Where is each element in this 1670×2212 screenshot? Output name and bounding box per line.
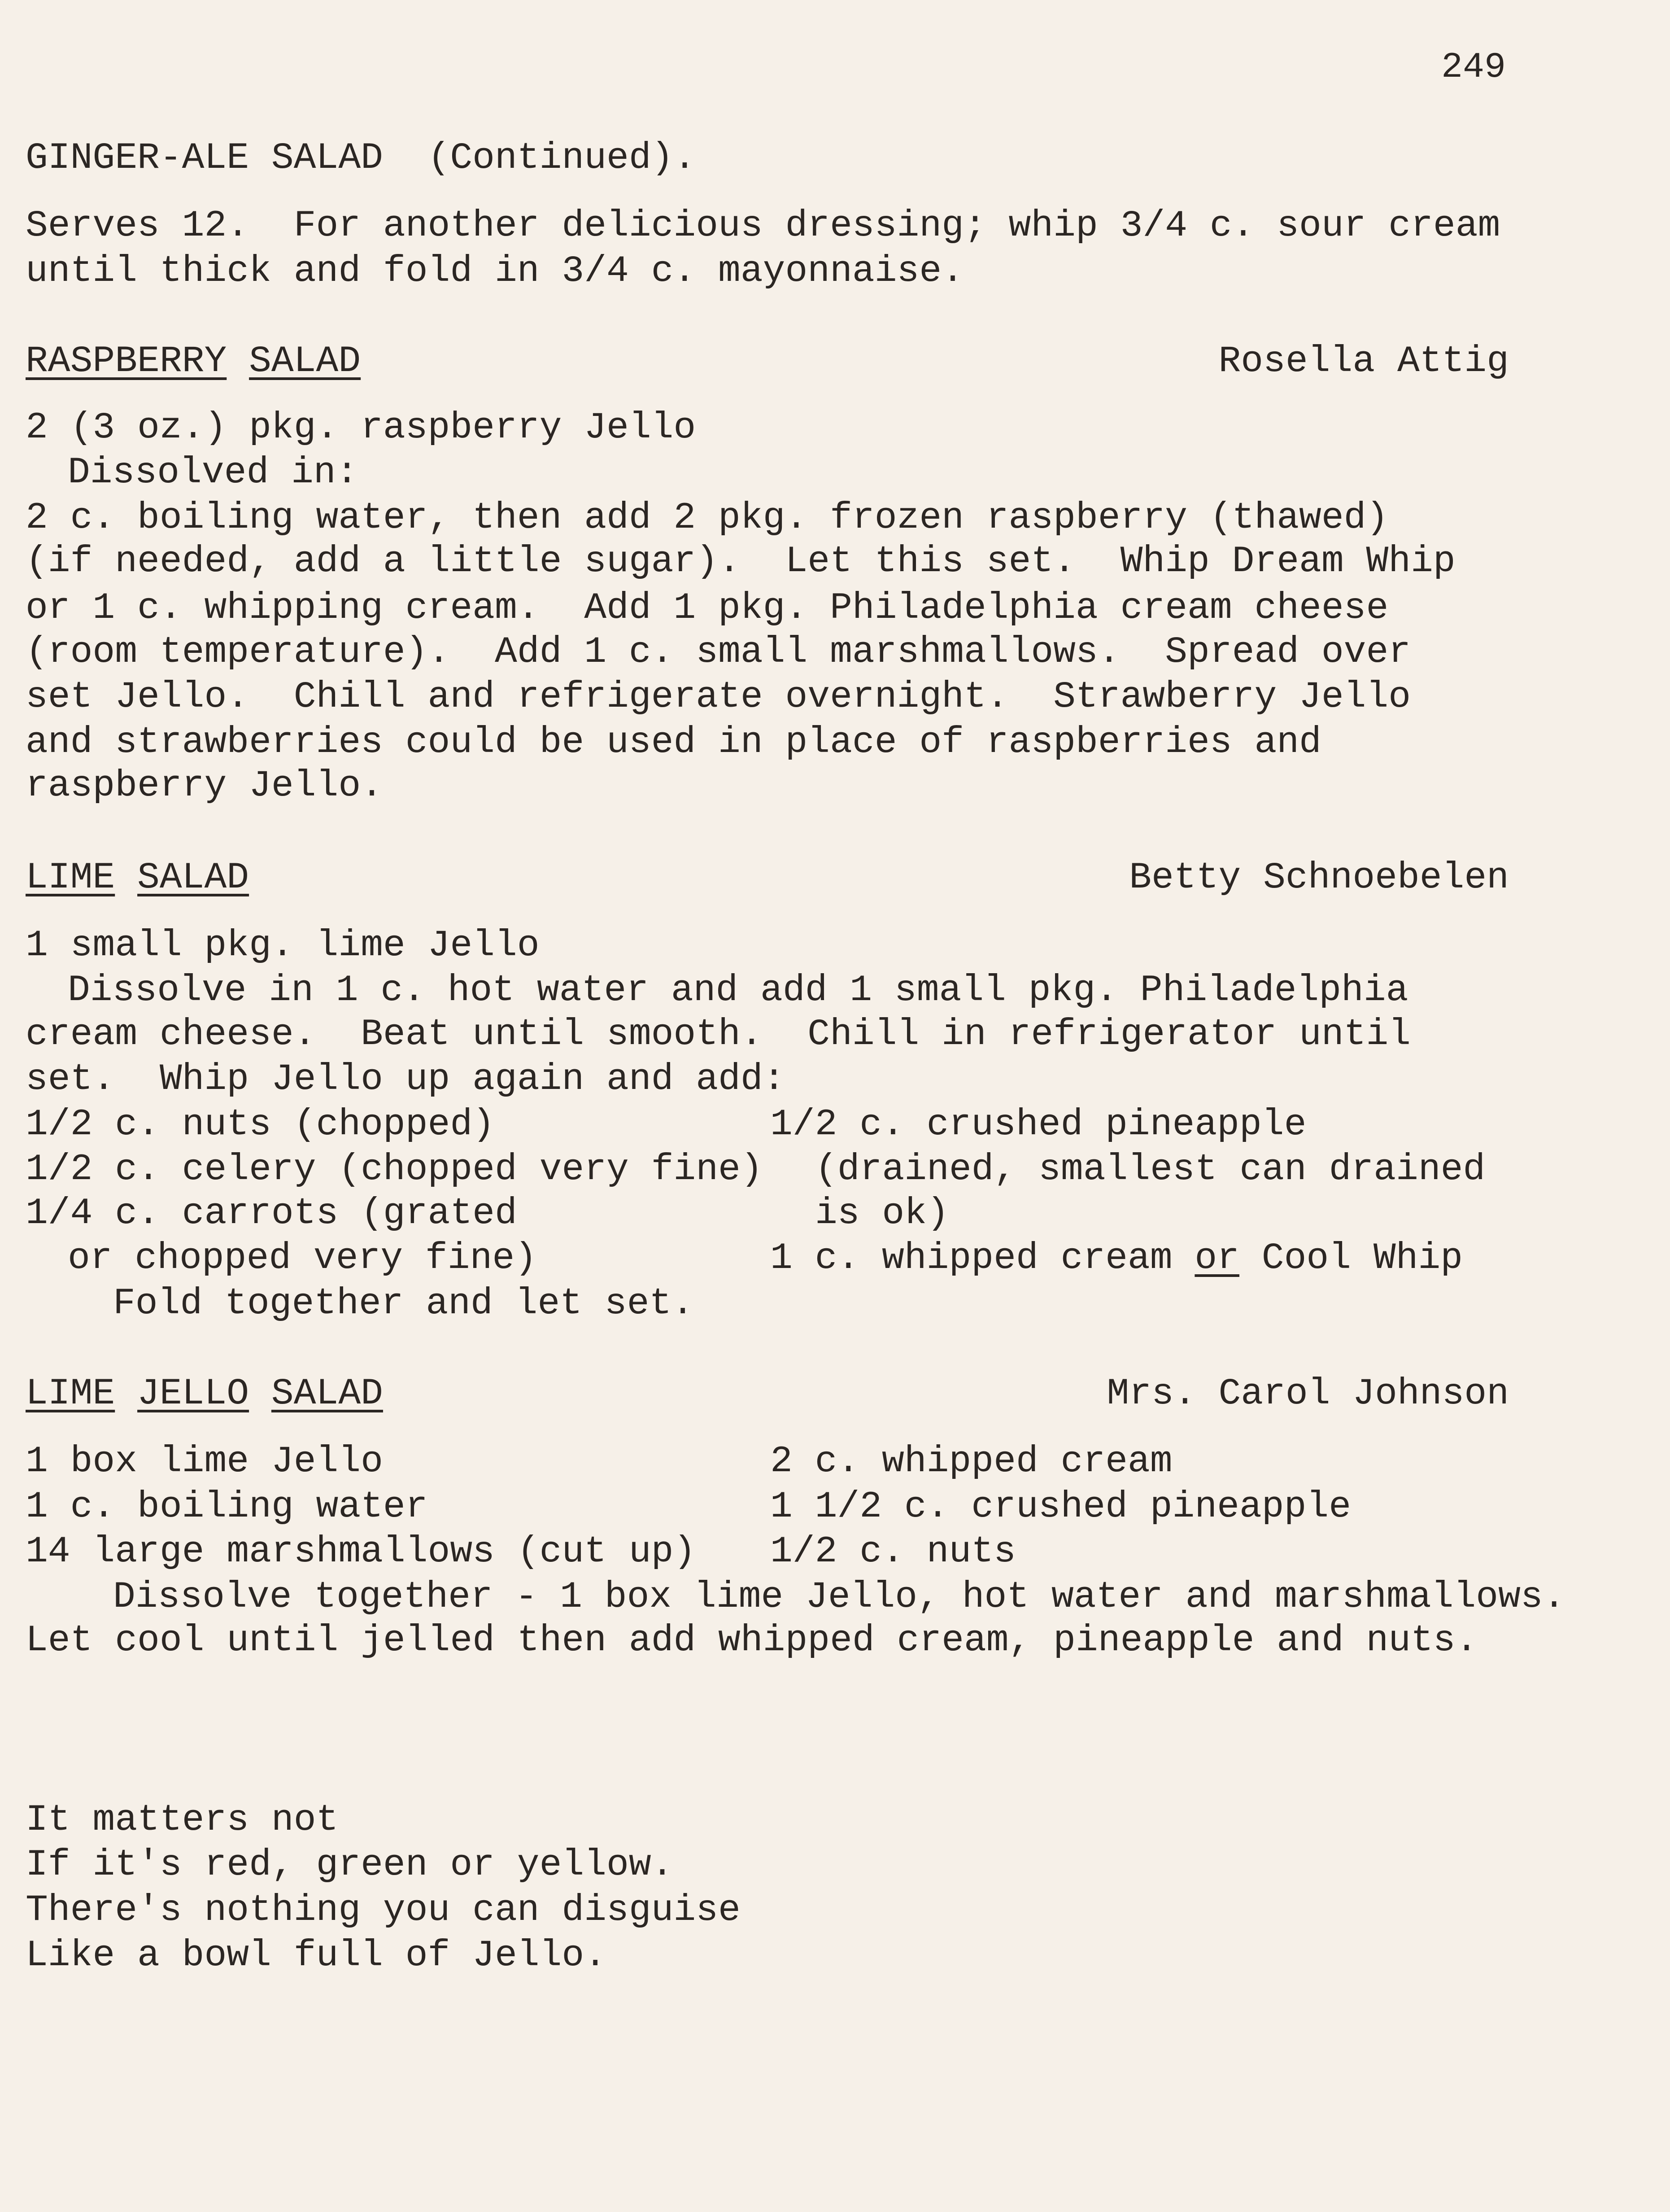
recipe-author: Betty Schnoebelen [1129,857,1509,899]
recipe-line: (if needed, add a little sugar). Let this set. Whip Dream Whip [26,540,1456,582]
recipe-author: Mrs. Carol Johnson [1107,1373,1509,1415]
poem-line: Like a bowl full of Jello. [26,1934,607,1976]
recipe-line: set Jello. Chill and refrigerate overnight. Strawberry Jello [26,676,1411,718]
heading-word: LIME [26,857,115,899]
ingredient-line: 2 (3 oz.) pkg. raspberry Jello [26,407,696,449]
recipe-line: or 1 c. whipping cream. Add 1 pkg. Philadelphia cream cheese [26,587,1389,629]
recipe-author: Rosella Attig [1218,340,1509,382]
recipe-line: Dissolve in 1 c. hot water and add 1 small pkg. Philadelphia [68,969,1408,1011]
heading-word: LIME [26,1373,115,1415]
ingredient-right: (drained, smallest can drained [815,1148,1486,1190]
heading-suffix: (Continued). [383,137,696,179]
ingredient-left: 14 large marshmallows (cut up) [26,1530,696,1573]
ingredient-left: 1/4 c. carrots (grated [26,1192,517,1234]
recipe-line: until thick and fold in 3/4 c. mayonnaise. [26,250,964,292]
recipe-line: 2 c. boiling water, then add 2 pkg. frozen raspberry (thawed) [26,497,1389,539]
recipe-line: Serves 12. For another delicious dressing; whip 3/4 c. sour cream [26,205,1500,247]
recipe-heading-raspberry [26,339,361,384]
heading-text: GINGER-ALE SALAD [26,137,383,179]
ingredient-line: 1 small pkg. lime Jello [26,924,540,966]
poem-line: If it's red, green or yellow. [26,1844,674,1886]
heading-word: SALAD [271,1373,383,1415]
recipe-heading-ginger-ale [26,136,696,180]
recipe-line: set. Whip Jello up again and add: [26,1058,785,1100]
recipe-line: Let cool until jelled then add whipped cream, pineapple and nuts. [26,1619,1478,1661]
ingredient-right [770,1236,1463,1281]
text: Cool Whip [1239,1237,1463,1279]
poem-line: There's nothing you can disguise [26,1889,741,1931]
recipe-heading-lime [26,855,249,900]
recipe-line: (room temperature). Add 1 c. small marshmallows. Spread over [26,631,1411,673]
ingredient-left: or chopped very fine) [68,1237,537,1279]
recipe-line: Dissolve together - 1 box lime Jello, hot water and marshmallows. [113,1576,1565,1618]
heading-word: RASPBERRY [26,340,227,382]
recipe-line: Fold together and let set. [113,1282,694,1325]
heading-word: SALAD [137,857,249,899]
ingredient-left: 1 box lime Jello [26,1440,383,1482]
ingredient-left: 1/2 c. nuts (chopped) [26,1103,495,1145]
recipe-line: Dissolved in: [68,451,358,494]
page-number: 249 [1441,47,1506,88]
ingredient-right: 1 1/2 c. crushed pineapple [770,1486,1352,1528]
ingredient-right: is ok) [815,1192,949,1234]
ingredient-right: 1/2 c. crushed pineapple [770,1103,1307,1145]
recipe-line: cream cheese. Beat until smooth. Chill in refrigerator until [26,1013,1411,1055]
ingredient-right: 2 c. whipped cream [770,1440,1173,1482]
ingredient-left: 1 c. boiling water [26,1486,428,1528]
underlined-or: or [1195,1237,1239,1279]
recipe-heading-lime-jello [26,1371,383,1416]
text: 1 c. whipped cream [770,1237,1195,1279]
ingredient-right: 1/2 c. nuts [770,1530,1016,1573]
recipe-line: raspberry Jello. [26,765,383,807]
heading-word: SALAD [249,340,361,382]
ingredient-left: 1/2 c. celery (chopped very fine) [26,1148,763,1190]
poem-line: It matters not [26,1799,339,1841]
heading-word: JELLO [137,1373,249,1415]
recipe-line: and strawberries could be used in place of raspberries and [26,721,1321,763]
